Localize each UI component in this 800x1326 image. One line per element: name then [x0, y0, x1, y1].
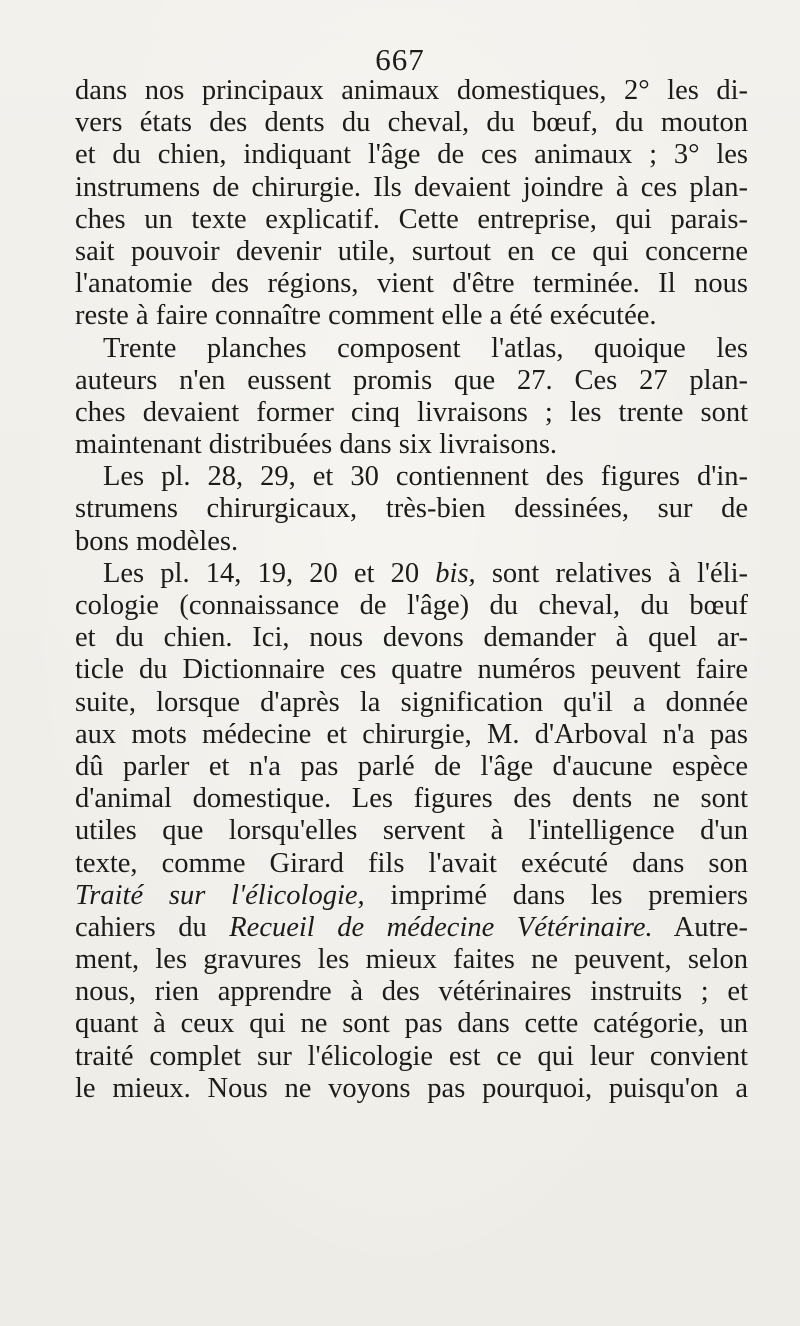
- text-line: [75, 172, 748, 204]
- text-run: d'animal domestique. Les figures des dents ne sont: [75, 783, 748, 815]
- text-run: le mieux. Nous ne voyons pas pourquoi, puisqu'on a: [75, 1072, 748, 1104]
- text-line: [75, 590, 748, 622]
- text-run: Les pl. 14, 19, 20 et 20: [103, 557, 436, 589]
- paragraph: [75, 333, 748, 462]
- text-line: [75, 976, 748, 1008]
- text-line: [75, 493, 748, 525]
- text-line: [75, 719, 748, 751]
- text-line: [75, 944, 748, 976]
- text-line: [75, 654, 748, 686]
- text-line: [75, 783, 748, 815]
- paragraph: [75, 461, 748, 558]
- body-text: [75, 75, 748, 1105]
- text-run: imprimé dans les premiers: [364, 879, 748, 911]
- text-run: aux mots médecine et chirurgie, M. d'Arboval n'a pas: [75, 718, 748, 750]
- text-line: [75, 1073, 748, 1105]
- text-run: strumens chirurgicaux, très-bien dessinées, sur de: [75, 493, 748, 525]
- paragraph: [75, 558, 748, 1105]
- text-run: auteurs n'en eussent promis que 27. Ces 27 plan-: [75, 364, 748, 396]
- text-run: utiles que lorsqu'elles servent à l'intelligence d'un: [75, 815, 748, 847]
- text-line: [75, 815, 748, 847]
- text-run: ment, les gravures les mieux faites ne peuvent, selon: [75, 944, 748, 976]
- text-run: suite, lorsque d'après la signification qu'il a donnée: [75, 686, 748, 718]
- text-run: nous, rien apprendre à des vétérinaires instruits ; et: [75, 976, 748, 1008]
- text-run: Autre-: [652, 911, 748, 943]
- text-line: [75, 848, 748, 880]
- text-run: ticle du Dictionnaire ces quatre numéros peuvent faire: [75, 654, 748, 686]
- text-run: dans nos principaux animaux domestiques, 2° les di-: [75, 75, 748, 106]
- text-run: ches devaient former cinq livraisons ; les trente sont: [75, 396, 748, 428]
- text-line: [75, 429, 748, 461]
- text-run: bons modèles.: [75, 525, 239, 557]
- text-line: [75, 751, 748, 783]
- text-run: vers états des dents du cheval, du bœuf, du mouton: [75, 107, 748, 139]
- text-run: Trente planches composent l'atlas, quoique les: [103, 332, 748, 364]
- text-line: [75, 236, 748, 268]
- text-line: [75, 687, 748, 719]
- paragraph: [75, 75, 748, 333]
- text-line: [75, 300, 748, 332]
- text-run: quant à ceux qui ne sont pas dans cette catégorie, un: [75, 1008, 748, 1040]
- text-run: reste à faire connaître comment elle a été exécutée.: [75, 300, 657, 332]
- italic-text: Traité sur l'élicologie,: [75, 879, 365, 911]
- text-line: [75, 526, 748, 558]
- text-run: cahiers du: [75, 911, 230, 943]
- text-line: [75, 107, 748, 139]
- text-run: maintenant distribuées dans six livraisons.: [75, 429, 558, 461]
- text-run: et du chien, indiquant l'âge de ces animaux ; 3° les: [75, 139, 748, 171]
- text-run: sont relatives à l'éli-: [475, 557, 748, 589]
- text-line: [75, 622, 748, 654]
- text-line: [75, 397, 748, 429]
- text-line: [75, 333, 748, 365]
- text-line: [75, 912, 748, 944]
- text-line: [75, 268, 748, 300]
- text-run: texte, comme Girard fils l'avait exécuté dans son: [75, 847, 748, 879]
- text-line: [75, 1008, 748, 1040]
- text-line: [75, 880, 748, 912]
- text-run: cologie (connaissance de l'âge) du cheval, du bœuf: [75, 590, 748, 621]
- text-run: instrumens de chirurgie. Ils devaient joindre à ces plan-: [75, 171, 748, 203]
- text-line: [75, 558, 748, 590]
- page-number: 667: [375, 42, 425, 77]
- text-line: [75, 139, 748, 171]
- italic-text: Recueil de médecine Vétérinaire.: [229, 911, 653, 943]
- text-line: [75, 204, 748, 236]
- text-run: et du chien. Ici, nous devons demander à quel ar-: [75, 622, 748, 654]
- text-run: l'anatomie des régions, vient d'être terminée. Il nous: [75, 268, 748, 300]
- text-run: traité complet sur l'élicologie est ce qui leur convient: [75, 1040, 748, 1072]
- text-line: [75, 365, 748, 397]
- text-line: [75, 1041, 748, 1073]
- text-line: [75, 461, 748, 493]
- text-run: ches un texte explicatif. Cette entreprise, qui parais-: [75, 203, 748, 235]
- italic-text: bis,: [435, 557, 476, 589]
- text-run: dû parler et n'a pas parlé de l'âge d'aucune espèce: [75, 750, 748, 782]
- text-line: [75, 75, 748, 107]
- text-run: Les pl. 28, 29, et 30 contiennent des figures d'in-: [103, 461, 748, 493]
- text-run: sait pouvoir devenir utile, surtout en ce qui concerne: [75, 235, 748, 267]
